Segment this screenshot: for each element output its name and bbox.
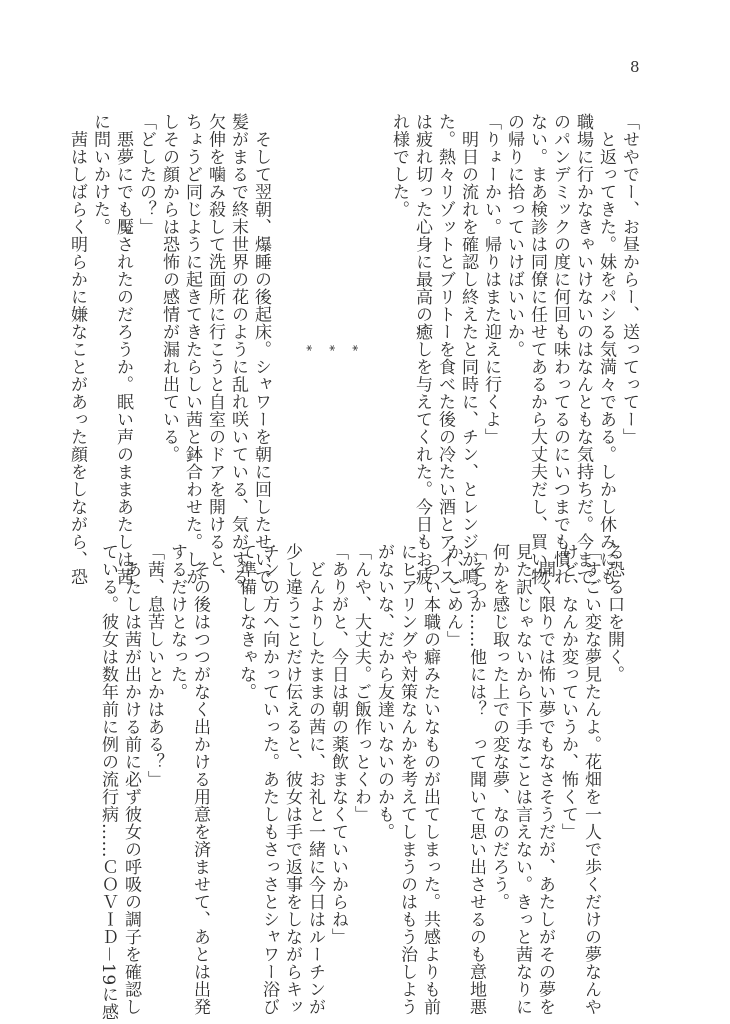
text-line: 「ありがと、今日は朝の薬飲まなくていいからね」 xyxy=(328,543,348,946)
text-line: れ様でした。 xyxy=(389,113,409,218)
separator-asterisk: * xyxy=(346,344,360,352)
text-line: 「すごい変な夢見たんよ。花畑を一人で歩くだけの夢なんや xyxy=(581,543,601,1016)
text-line: は疲れ切った心身に最高の癒しを与えてくれた。今日もお疲 xyxy=(412,113,432,586)
text-line: 悪夢にでも魘されたのだろうか。眠い声のままあたしは茜 xyxy=(113,113,133,586)
text-line: 髪がまるで終末世界の花のように乱れ咲いている、気がする。 xyxy=(228,113,248,603)
text-line: 聞く限りでは怖い夢でもなさそうだが、あたしがその夢を xyxy=(535,543,555,1016)
text-line: 「りょーかい。帰りはまた迎えに行くよ」 xyxy=(481,113,501,446)
separator-asterisk: * xyxy=(323,344,337,352)
text-line: る恐る口を開く。 xyxy=(604,543,624,683)
text-line: 茜はしばらく明らかに嫌なことがあった顔をしながら、恐 xyxy=(67,113,87,586)
text-line: のパンデミックの度に何回も味わってるのにいつまでも慣れ xyxy=(550,113,570,586)
text-line: つい本職の癖みたいなものが出てしまった。共感よりも前 xyxy=(420,543,440,1016)
text-line: 明日の流れを確認し終えたと同時に、チン、とレンジが鳴っ xyxy=(458,113,478,603)
text-line: あたしは茜が出かける前に必ず彼女の呼吸の調子を確認し xyxy=(121,543,141,1016)
text-line: 「んや、大丈夫。ご飯作っとくわ」 xyxy=(351,543,371,823)
text-line: に問いかけた。 xyxy=(90,113,110,236)
text-line: ない。まあ検診は同僚に任せてあるから大丈夫だし、買い物 xyxy=(527,113,547,586)
text-line: どんよりしたままの茜に、お礼と一緒に今日はルーチンが xyxy=(305,543,325,1016)
text-line: か、ごめん」 xyxy=(443,543,463,648)
text-line: そして翌朝、爆睡の後起床。シャワーを朝に回したせいで xyxy=(251,113,271,586)
blank-line xyxy=(211,543,234,933)
text-line: 「せやでー、お昼からー、送ってってー」 xyxy=(619,113,639,446)
text-line: 少し違うことだけ伝えると、彼女は手で返事をしながらキッ xyxy=(282,543,302,1016)
text-line: けど、なんか変っていうか、怖くて」 xyxy=(558,543,578,841)
text-line: 「そっか……他には？ って聞いて思い出させるのも意地悪 xyxy=(466,543,486,1016)
bottom-text-block xyxy=(96,543,625,1021)
text-line: と返ってきた。妹をパシる気満々である。しかし休みにも xyxy=(596,113,616,586)
text-line: 何かを感じ取った上での変な夢、なのだろう。 xyxy=(489,543,509,911)
text-line: ちょうど同じように起きてきたらしい茜と鉢合わせた。しか xyxy=(182,113,202,586)
text-line: て準備しなきゃな。 xyxy=(236,543,256,701)
separator-asterisk: * xyxy=(300,344,314,352)
text-line: 「どしたの？」 xyxy=(136,113,156,236)
text-line: チンの方へ向かっていった。あたしもさっさとシャワー浴び xyxy=(259,543,279,1016)
text-line: 欠伸を噛み殺して洗面所に行こうと自室のドアを開けると、 xyxy=(205,113,225,586)
text-line: にヒアリングや対策なんかを考えてしまうのはもう治しよう xyxy=(397,543,417,1016)
text-line: がないな、だから友達いないのかも。 xyxy=(374,543,394,841)
text-line: 職場に行かなきゃいけないのはなんともな気持ちだ。今まで xyxy=(573,113,593,586)
text-line: た。熱々リゾットとブリトーを食べた後の冷たい酒とアイス xyxy=(435,113,455,586)
text-line: 「茜、息苦しいとかはある？」 xyxy=(144,543,164,788)
scene-separator xyxy=(295,113,364,493)
text-line: するだけとなった。 xyxy=(167,543,187,701)
text-line: 見た訳じゃないから下手なことは言えない。きっと茜なりに xyxy=(512,543,532,1016)
text-line: の帰りに拾っていけばいいか。 xyxy=(504,113,524,358)
page-number: 8 xyxy=(630,58,640,76)
text-line: しその顔からは恐怖の感情が漏れ出ている。 xyxy=(159,113,179,463)
text-line: ている。彼女は数年前に例の流行病……ＣＯＶＩＤ－19に感 xyxy=(98,543,118,1021)
text-line: その後はつつがなく出かける用意を済ませて、あとは出発 xyxy=(190,543,210,1016)
